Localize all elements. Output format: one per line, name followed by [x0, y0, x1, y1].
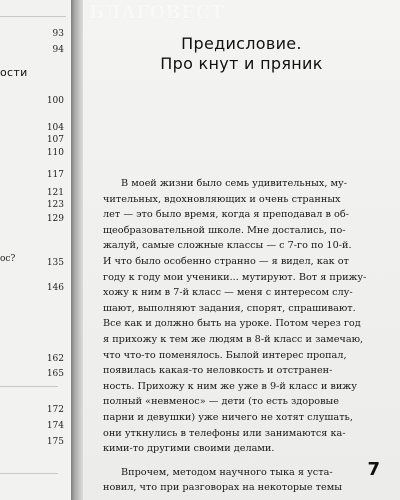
- paragraph-line: жалуй, самые сложные классы — с 7-го по 10-й.: [103, 240, 352, 252]
- paragraph-line: Все как и должно быть на уроке. Потом через год: [103, 318, 361, 330]
- chapter-title: [83, 34, 400, 74]
- paragraph-line: появилась какая-то неловкость и отстранен-: [103, 365, 333, 377]
- paragraph-line: хожу к ним в 7-й класс — меня с интересом слу-: [103, 287, 353, 299]
- paragraph-line: полный «невменос» — дети (то есть здоровые: [103, 396, 340, 408]
- watermark-text: БЛАГОВЕСТ: [89, 2, 225, 23]
- toc-page-number: 135: [46, 258, 64, 268]
- paragraph-line: парни и девушки) уже ничего не хотят слушать,: [103, 411, 353, 423]
- toc-page-number: 107: [46, 135, 64, 145]
- right-page-foreword: [83, 0, 400, 500]
- toc-leader-line: [0, 473, 58, 474]
- toc-page-number: 123: [46, 200, 64, 210]
- toc-page-number: 172: [46, 405, 64, 415]
- paragraph-line: чительных, вдохновляющих и очень странных: [103, 193, 341, 205]
- toc-page-number: 175: [46, 437, 64, 447]
- paragraph-line: году к году мои ученики... мутируют. Вот я прижу-: [103, 271, 367, 283]
- toc-page-number: 162: [46, 354, 64, 364]
- toc-page-number: 121: [46, 188, 64, 198]
- toc-page-number: 93: [52, 29, 64, 39]
- toc-entry-fragment: ос?: [0, 254, 16, 264]
- foreword-body: [103, 176, 389, 496]
- toc-page-number: 104: [46, 123, 64, 133]
- paragraph-line: что что-то поменялось. Былой интерес пропал,: [103, 349, 347, 361]
- page-number: 7: [367, 459, 380, 480]
- left-page-contents: [0, 0, 71, 500]
- toc-section-heading: ости: [0, 66, 28, 79]
- paragraph-line: В моей жизни было семь удивительных, му-: [121, 178, 347, 189]
- toc-leader-line: [0, 16, 66, 17]
- book-spine-shadow: [71, 0, 83, 500]
- toc-page-number: 110: [46, 148, 64, 158]
- paragraph-line: кими-то другими своими делами.: [103, 443, 275, 455]
- paragraph-line: шают, выполняют задания, спорят, спрашивают.: [103, 302, 356, 314]
- toc-page-number: 146: [46, 283, 64, 293]
- chapter-title-line2: Про кнут и пряник: [160, 54, 323, 73]
- paragraph-spacer: [103, 457, 389, 465]
- toc-page-number: 117: [46, 170, 64, 180]
- toc-page-number: 174: [46, 421, 64, 431]
- chapter-title-line1: Предисловие.: [181, 34, 302, 53]
- paragraph-line: И что было особенно странно — я видел, как от: [103, 255, 349, 267]
- paragraph-line: ность. Прихожу к ним же уже в 9-й класс и вижу: [103, 380, 357, 392]
- toc-page-number: 165: [46, 369, 64, 379]
- paragraph-line: они уткнулись в телефоны или занимаются ка-: [103, 427, 346, 439]
- paragraph-line: лет — это было время, когда я преподавал в об-: [103, 209, 349, 221]
- paragraph-line: я прихожу к тем же людям в 8-й класс и замечаю,: [103, 333, 364, 345]
- toc-leader-line: [0, 386, 58, 387]
- toc-page-number: 94: [52, 45, 64, 55]
- toc-page-number: 129: [46, 214, 64, 224]
- paragraph-line: новил, что при разговорах на некоторые темы: [103, 482, 342, 494]
- toc-page-number: 100: [46, 96, 64, 106]
- paragraph-line: Впрочем, методом научного тыка я уста-: [121, 466, 333, 478]
- paragraph-line: щеобразовательной школе. Мне достались, по-: [103, 224, 346, 236]
